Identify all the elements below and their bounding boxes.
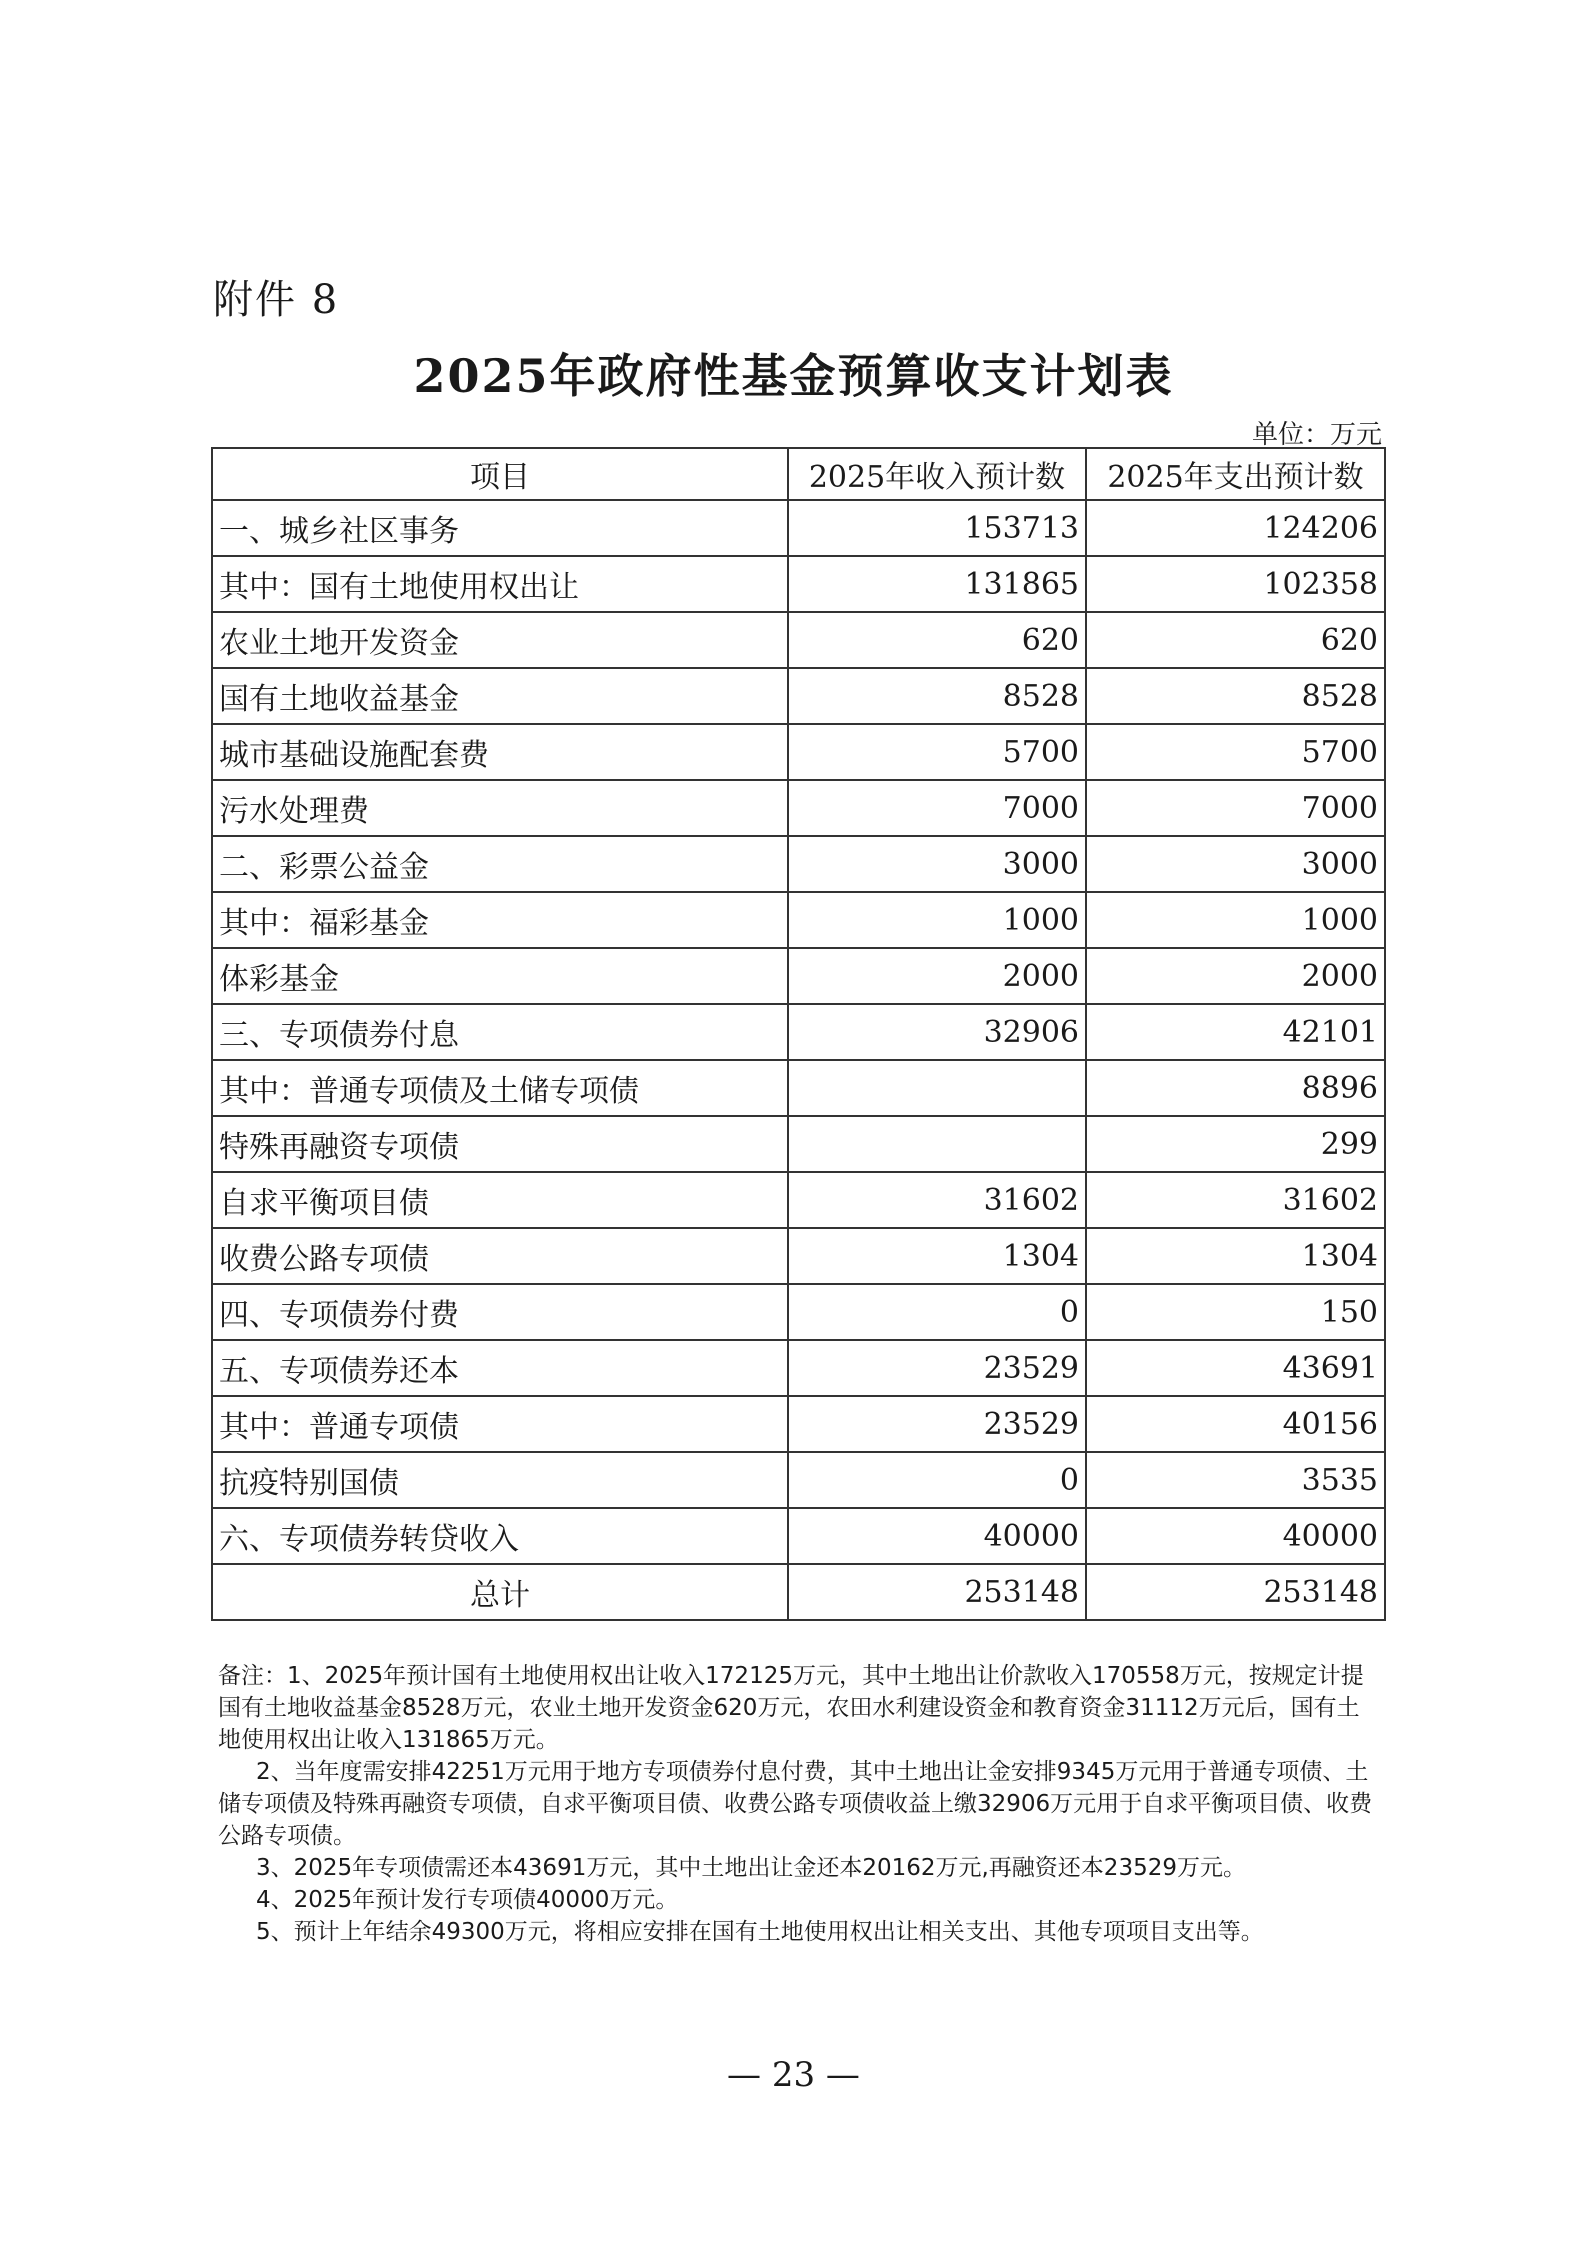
table-row — [212, 892, 1385, 948]
note-5: 5、预计上年结余49300万元，将相应安排在国有土地使用权出让相关支出、其他专项项目支出等。 — [256, 1919, 1264, 1945]
row-income-cell — [788, 1060, 1086, 1116]
table-header-row — [212, 448, 1385, 500]
table-row — [212, 1340, 1385, 1396]
row-income-cell: 31602 — [788, 1172, 1086, 1228]
notes-section — [218, 1660, 1380, 1948]
row-expense-cell: 2000 — [1086, 948, 1385, 1004]
total-label: 总计 — [212, 1564, 788, 1620]
table-row — [212, 1508, 1385, 1564]
row-income-cell: 0 — [788, 1452, 1086, 1508]
row-income-cell: 2000 — [788, 948, 1086, 1004]
row-item-cell: 其中：国有土地使用权出让 — [212, 556, 788, 612]
row-item-cell: 国有土地收益基金 — [212, 668, 788, 724]
table-row — [212, 1452, 1385, 1508]
row-income-cell: 5700 — [788, 724, 1086, 780]
row-expense-cell: 31602 — [1086, 1172, 1385, 1228]
table-row — [212, 1228, 1385, 1284]
row-item-cell: 自求平衡项目债 — [212, 1172, 788, 1228]
row-item-cell: 污水处理费 — [212, 780, 788, 836]
row-expense-cell: 5700 — [1086, 724, 1385, 780]
total-row — [212, 1564, 1385, 1620]
row-item-cell: 三、专项债券付息 — [212, 1004, 788, 1060]
row-item-cell: 其中：福彩基金 — [212, 892, 788, 948]
row-income-cell: 153713 — [788, 500, 1086, 556]
table-row — [212, 668, 1385, 724]
row-income-cell: 0 — [788, 1284, 1086, 1340]
header-income: 2025年收入预计数 — [788, 448, 1086, 500]
table-row — [212, 1116, 1385, 1172]
note-1: 备注：1、2025年预计国有土地使用权出让收入172125万元，其中土地出让价款收入170558万元，按规定计提国有土地收益基金8528万元，农业土地开发资金620万元，农田水利建设资金和教育资金31112万元后，国有土地使用权出让收入131865万元。 — [218, 1663, 1364, 1753]
table-body — [212, 500, 1385, 1620]
row-expense-cell: 3000 — [1086, 836, 1385, 892]
row-expense-cell: 43691 — [1086, 1340, 1385, 1396]
page-number: — 23 — — [727, 2055, 860, 2095]
row-item-cell: 其中：普通专项债及土储专项债 — [212, 1060, 788, 1116]
row-expense-cell: 8528 — [1086, 668, 1385, 724]
table-row — [212, 780, 1385, 836]
row-item-cell: 抗疫特别国债 — [212, 1452, 788, 1508]
row-income-cell: 23529 — [788, 1396, 1086, 1452]
row-expense-cell: 124206 — [1086, 500, 1385, 556]
note-4: 4、2025年预计发行专项债40000万元。 — [256, 1887, 679, 1913]
row-income-cell: 1000 — [788, 892, 1086, 948]
row-income-cell: 40000 — [788, 1508, 1086, 1564]
row-expense-cell: 42101 — [1086, 1004, 1385, 1060]
table-row — [212, 948, 1385, 1004]
table-row — [212, 1172, 1385, 1228]
row-item-cell: 农业土地开发资金 — [212, 612, 788, 668]
row-expense-cell: 1304 — [1086, 1228, 1385, 1284]
row-item-cell: 一、城乡社区事务 — [212, 500, 788, 556]
row-expense-cell: 8896 — [1086, 1060, 1385, 1116]
row-item-cell: 二、彩票公益金 — [212, 836, 788, 892]
table-row — [212, 724, 1385, 780]
row-income-cell: 620 — [788, 612, 1086, 668]
row-item-cell: 五、专项债券还本 — [212, 1340, 788, 1396]
table-row — [212, 1060, 1385, 1116]
note-2: 2、当年度需安排42251万元用于地方专项债券付息付费，其中土地出让金安排9345万元用于普通专项债、土储专项债及特殊再融资专项债，自求平衡项目债、收费公路专项债收益上缴32906万元用于自求平衡项目债、收费公路专项债。 — [218, 1759, 1373, 1849]
row-item-cell: 六、专项债券转贷收入 — [212, 1508, 788, 1564]
row-income-cell: 7000 — [788, 780, 1086, 836]
row-item-cell: 体彩基金 — [212, 948, 788, 1004]
row-item-cell: 特殊再融资专项债 — [212, 1116, 788, 1172]
row-income-cell: 3000 — [788, 836, 1086, 892]
table-row — [212, 1284, 1385, 1340]
row-income-cell: 1304 — [788, 1228, 1086, 1284]
table-row — [212, 1396, 1385, 1452]
unit-label: 单位：万元 — [1251, 420, 1382, 450]
row-item-cell: 四、专项债券付费 — [212, 1284, 788, 1340]
row-expense-cell: 1000 — [1086, 892, 1385, 948]
header-item: 项目 — [212, 448, 788, 500]
total-income: 253148 — [788, 1564, 1086, 1620]
budget-table — [211, 447, 1386, 1621]
table-row — [212, 500, 1385, 556]
total-expense: 253148 — [1086, 1564, 1385, 1620]
row-expense-cell: 102358 — [1086, 556, 1385, 612]
row-expense-cell: 150 — [1086, 1284, 1385, 1340]
page-title: 2025年政府性基金预算收支计划表 — [413, 349, 1174, 403]
row-income-cell: 131865 — [788, 556, 1086, 612]
row-item-cell: 其中：普通专项债 — [212, 1396, 788, 1452]
row-income-cell: 32906 — [788, 1004, 1086, 1060]
header-expense: 2025年支出预计数 — [1086, 448, 1385, 500]
row-income-cell: 8528 — [788, 668, 1086, 724]
table-row — [212, 836, 1385, 892]
row-income-cell — [788, 1116, 1086, 1172]
row-expense-cell: 7000 — [1086, 780, 1385, 836]
table-row — [212, 612, 1385, 668]
table-row — [212, 1004, 1385, 1060]
note-3: 3、2025年专项债需还本43691万元，其中土地出让金还本20162万元,再融资还本23529万元。 — [256, 1855, 1246, 1881]
row-expense-cell: 40000 — [1086, 1508, 1385, 1564]
table-row — [212, 556, 1385, 612]
row-item-cell: 城市基础设施配套费 — [212, 724, 788, 780]
attachment-label: 附件 8 — [213, 277, 340, 323]
row-expense-cell: 40156 — [1086, 1396, 1385, 1452]
row-expense-cell: 299 — [1086, 1116, 1385, 1172]
row-expense-cell: 3535 — [1086, 1452, 1385, 1508]
row-expense-cell: 620 — [1086, 612, 1385, 668]
row-income-cell: 23529 — [788, 1340, 1086, 1396]
row-item-cell: 收费公路专项债 — [212, 1228, 788, 1284]
